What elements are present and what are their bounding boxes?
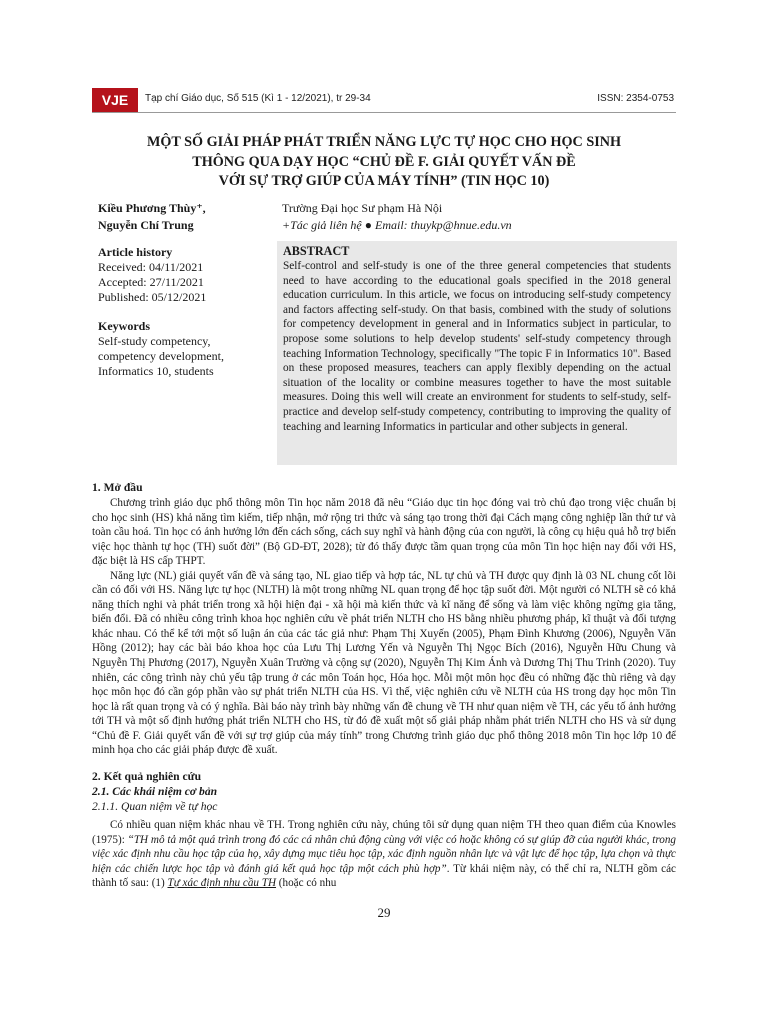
paragraph: Chương trình giáo dục phổ thông môn Tin học năm 2018 đã nêu “Giáo dục tin học đóng vai trò chủ đạo trong việc chuẩn bị cho học sinh (HS) khả năng tìm kiếm, tiếp nhận, mở rộng tri thức và sáng tạo trong thời đại Cách mạng công nghiệp lần thứ tư và toàn cầu hoá. Tin học có ảnh hưởng lớn đến cách sống, cách suy nghĩ và hành động của con người, là công cụ hiệu quả hỗ trợ biến việc học thành tự học (TH) suốt đời” (Bộ GD-ĐT, 2028); từ đó thấy được tầm quan trọng của môn Tin học hiện nay đối với HS, đặc biệt là HS cấp THPT. (92, 497, 676, 568)
journal-logo: VJE (92, 88, 138, 112)
article-history-heading: Article history (98, 245, 173, 259)
author-2: Nguyễn Chí Trung (98, 217, 194, 232)
keywords-line: Informatics 10, students (98, 364, 214, 378)
institution: Trường Đại học Sư phạm Hà Nội (282, 201, 443, 215)
accepted-date: Accepted: 27/11/2021 (98, 275, 204, 289)
journal-citation: Tạp chí Giáo dục, Số 515 (Kì 1 - 12/2021), tr 29-34 (145, 93, 371, 104)
page-number: 29 (377, 905, 391, 920)
authors (98, 200, 206, 233)
section-2-heading: 2. Kết quả nghiên cứu (92, 770, 202, 783)
title-line-3: VỚI SỰ TRỢ GIÚP CỦA MÁY TÍNH” (TIN HỌC 10) (218, 173, 550, 189)
abstract-text: Self-control and self-study is one of the three general competencies that students need to have according to the educational goals specified in the 2018 general education curriculum. In this article, we focus on introducing self-study competency and factors affecting self-study. On that basis, combined with the study of solutions for competency development in general and in Informatics subject in particular, to propose some solutions to help develop students' self-study competency through teaching Information Technology, specifically "The topic F in Informatics 10". Based on these proposed measures, teachers can apply flexibly depending on the actual situation of the locality or combine measures together to have the most suitable measures. Doing this well will create an environment for students to self-study, self-practice and develop self-study competency, contributing to improving the quality of teaching and learning Informatics in particular and other subjects in general. (283, 260, 671, 433)
affiliation (282, 200, 512, 233)
issn: ISSN: 2354-0753 (597, 93, 674, 104)
article-meta (98, 245, 268, 379)
text-run: (hoặc có nhu (276, 877, 337, 890)
subsection-2-1-1-heading: 2.1.1. Quan niệm về tự học (92, 800, 218, 813)
keywords-heading: Keywords (98, 319, 150, 333)
keywords-line: competency development, (98, 349, 224, 363)
abstract-box (277, 241, 677, 465)
title-line-1: MỘT SỐ GIẢI PHÁP PHÁT TRIỂN NĂNG LỰC TỰ HỌC CHO HỌC SINH (146, 134, 622, 150)
text-run: . Từ khái niệm này, có thể chỉ ra, NLTH gồm các thành tố sau: (1) (92, 862, 676, 890)
published-date: Published: 05/12/2021 (98, 290, 207, 304)
received-date: Received: 04/11/2021 (98, 260, 204, 274)
author-1: Kiều Phương Thùy⁺, (98, 201, 206, 215)
journal-header (92, 88, 676, 113)
emphasized-term: Tự xác định nhu cầu TH (167, 877, 277, 890)
abstract-heading: ABSTRACT (283, 244, 350, 258)
article-title (92, 133, 676, 192)
section-1-heading: 1. Mở đầu (92, 481, 143, 494)
contact-email[interactable]: +Tác giả liên hệ ● Email: thuykp@hnue.edu.vn (282, 217, 512, 232)
text-run: Có nhiều quan niệm khác nhau về TH. Trong nghiên cứu này, chúng tôi sử dụng quan niệm TH theo quan điểm của Knowles (1975): (92, 819, 676, 846)
subsection-2-1-heading: 2.1. Các khái niệm cơ bản (92, 785, 218, 798)
keywords-line: Self-study competency, (98, 334, 211, 348)
paragraph (92, 818, 676, 891)
section-2-body (92, 818, 676, 891)
paragraph: Năng lực (NL) giải quyết vấn đề và sáng tạo, NL giao tiếp và hợp tác, NL tự chủ và TH được quy định là 03 NL chung cốt lõi cần có đối với HS. Năng lực tự học (NLTH) là một trong những NL quan trọng để học tập suốt đời. Một người có NLTH sẽ có khả năng thích nghi và phát triển trong xã hội hiện đại - xã hội mà kiến thức và kĩ năng để sống và làm việc không ngừng gia tăng, biến đổi. Đã có nhiều công trình khoa học nghiên cứu về phát triển NLTH cho HS bằng nhiều phương pháp, kĩ thuật và đối tượng khác nhau. Có thể kể tới một số luận án của các tác giả như: Phạm Thị Xuyến (2005), Phạm Đình Khương (2006), Nguyễn Văn Hồng (2012); hay các bài báo khoa học của Lưu Thị Lương Yến và Nguyễn Thị Ngọc Bích (2016), Nguyễn Hữu Chung và Nguyễn Thị Phương (2017), Nguyễn Xuân Trường và cộng sự (2020), Nguyễn Thị Kim Ánh và Dương Thị Thu Trinh (2020). Tuy nhiên, các công trình này chủ yếu tập trung ở các môn Toán học, Hóa học. Mỗi một môn học đều có những đặc thù riêng và dạy học môn học đó cần góp phần vào sự phát triển NLTH của HS. Vì thế, việc nghiên cứu về NLTH của HS trong dạy học môn Tin học là rất quan trọng và có ý nghĩa. Bài báo này trình bày những vấn đề chung về TH như quan niệm về TH, các yếu tố ảnh hưởng tới TH và một số định hướng phát triển NLTH cho HS, từ đó đề xuất một số giải pháp nhằm phát triển NLTH cho HS và sử dụng “Chủ đề F. Giải quyết vấn đề với sự trợ giúp của máy tính” trong Chương trình giáo dục phổ thông 2018 môn Tin học lớp 10 để minh họa cho các giải pháp được đề xuất. (92, 569, 676, 757)
knowles-quote: “TH mô tả một quá trình trong đó các cá nhân chủ động cùng với việc có hoặc không có sự giúp đỡ của người khác, trong việc xác định nhu cầu học tập của họ, xây dựng mục tiêu học tập, xác định nguồn nhân lực và vật lực để học tập, lựa chọn và thực hiện các chiến lược học tập và đánh giá kết quả học tập một cách phù hợp” (92, 833, 676, 875)
section-1-body (92, 496, 676, 758)
title-line-2: THÔNG QUA DẠY HỌC “CHỦ ĐỀ F. GIẢI QUYẾT VẤN ĐỀ (192, 153, 576, 170)
